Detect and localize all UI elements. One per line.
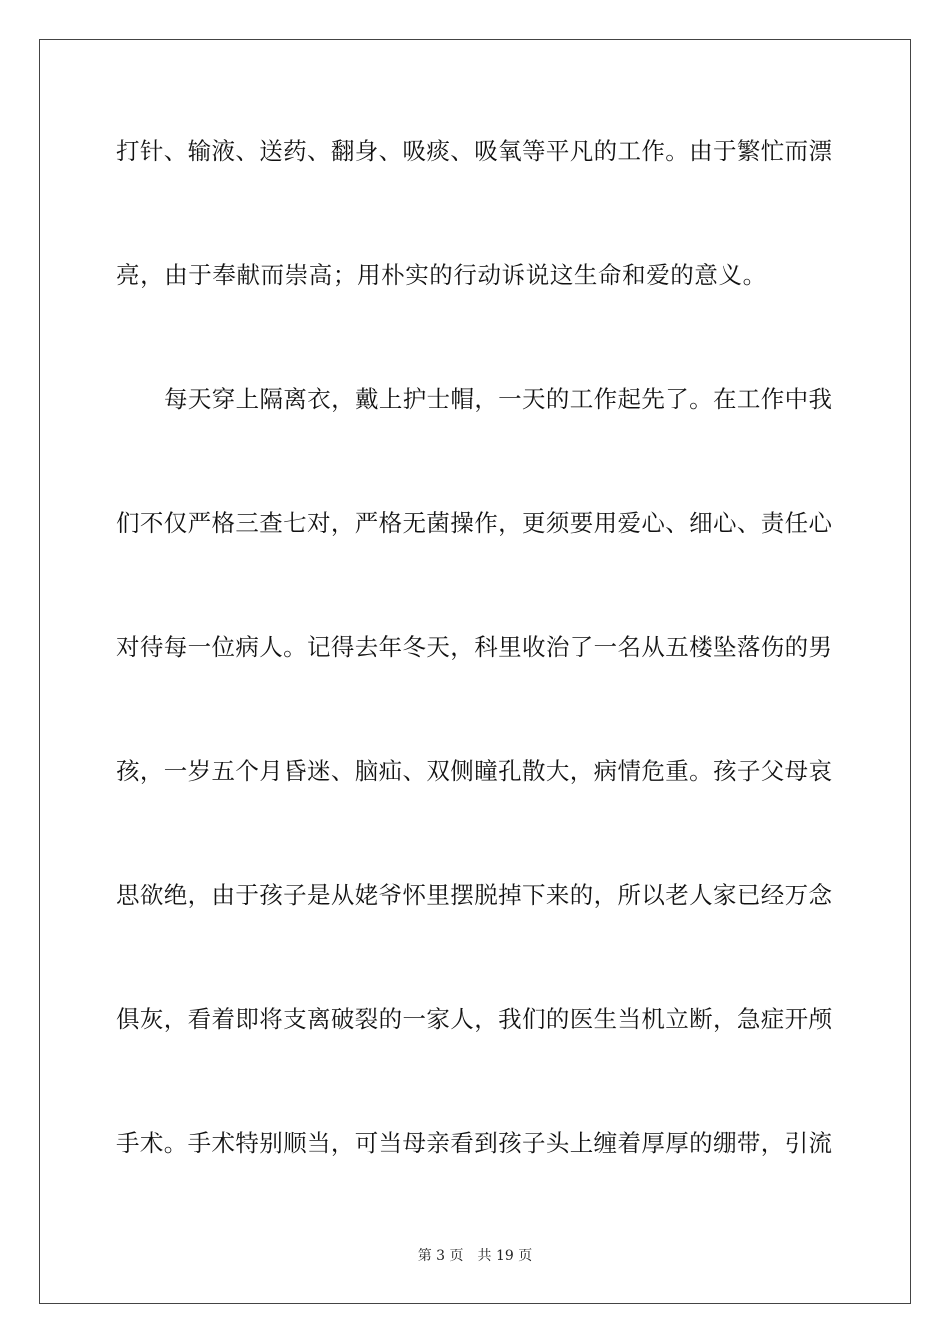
paragraph-line: 俱灰，看着即将支离破裂的一家人，我们的医生当机立断，急症开颅 xyxy=(116,1005,832,1033)
paragraph-line: 手术。手术特别顺当，可当母亲看到孩子头上缠着厚厚的绷带，引流 xyxy=(116,1129,832,1157)
paragraph-line: 对待每一位病人。记得去年冬天，科里收治了一名从五楼坠落伤的男 xyxy=(116,633,832,661)
paragraph-line: 打针、输液、送药、翻身、吸痰、吸氧等平凡的工作。由于繁忙而漂 xyxy=(116,137,832,165)
paragraph-line: 们不仅严格三查七对，严格无菌操作，更须要用爱心、细心、责任心 xyxy=(116,509,832,537)
page-border xyxy=(39,39,911,1304)
page-number: 第 3 页 xyxy=(417,1248,464,1264)
paragraph-line: 亮，由于奉献而崇高；用朴实的行动诉说这生命和爱的意义。 xyxy=(116,261,767,289)
paragraph-line: 每天穿上隔离衣，戴上护士帽，一天的工作起先了。在工作中我 xyxy=(164,385,832,413)
page-footer xyxy=(0,1246,950,1266)
paragraph-line: 孩，一岁五个月昏迷、脑疝、双侧瞳孔散大，病情危重。孩子父母哀 xyxy=(116,757,832,785)
page-total: 共 19 页 xyxy=(477,1248,533,1264)
paragraph-line: 思欲绝，由于孩子是从姥爷怀里摆脱掉下来的，所以老人家已经万念 xyxy=(116,881,832,909)
